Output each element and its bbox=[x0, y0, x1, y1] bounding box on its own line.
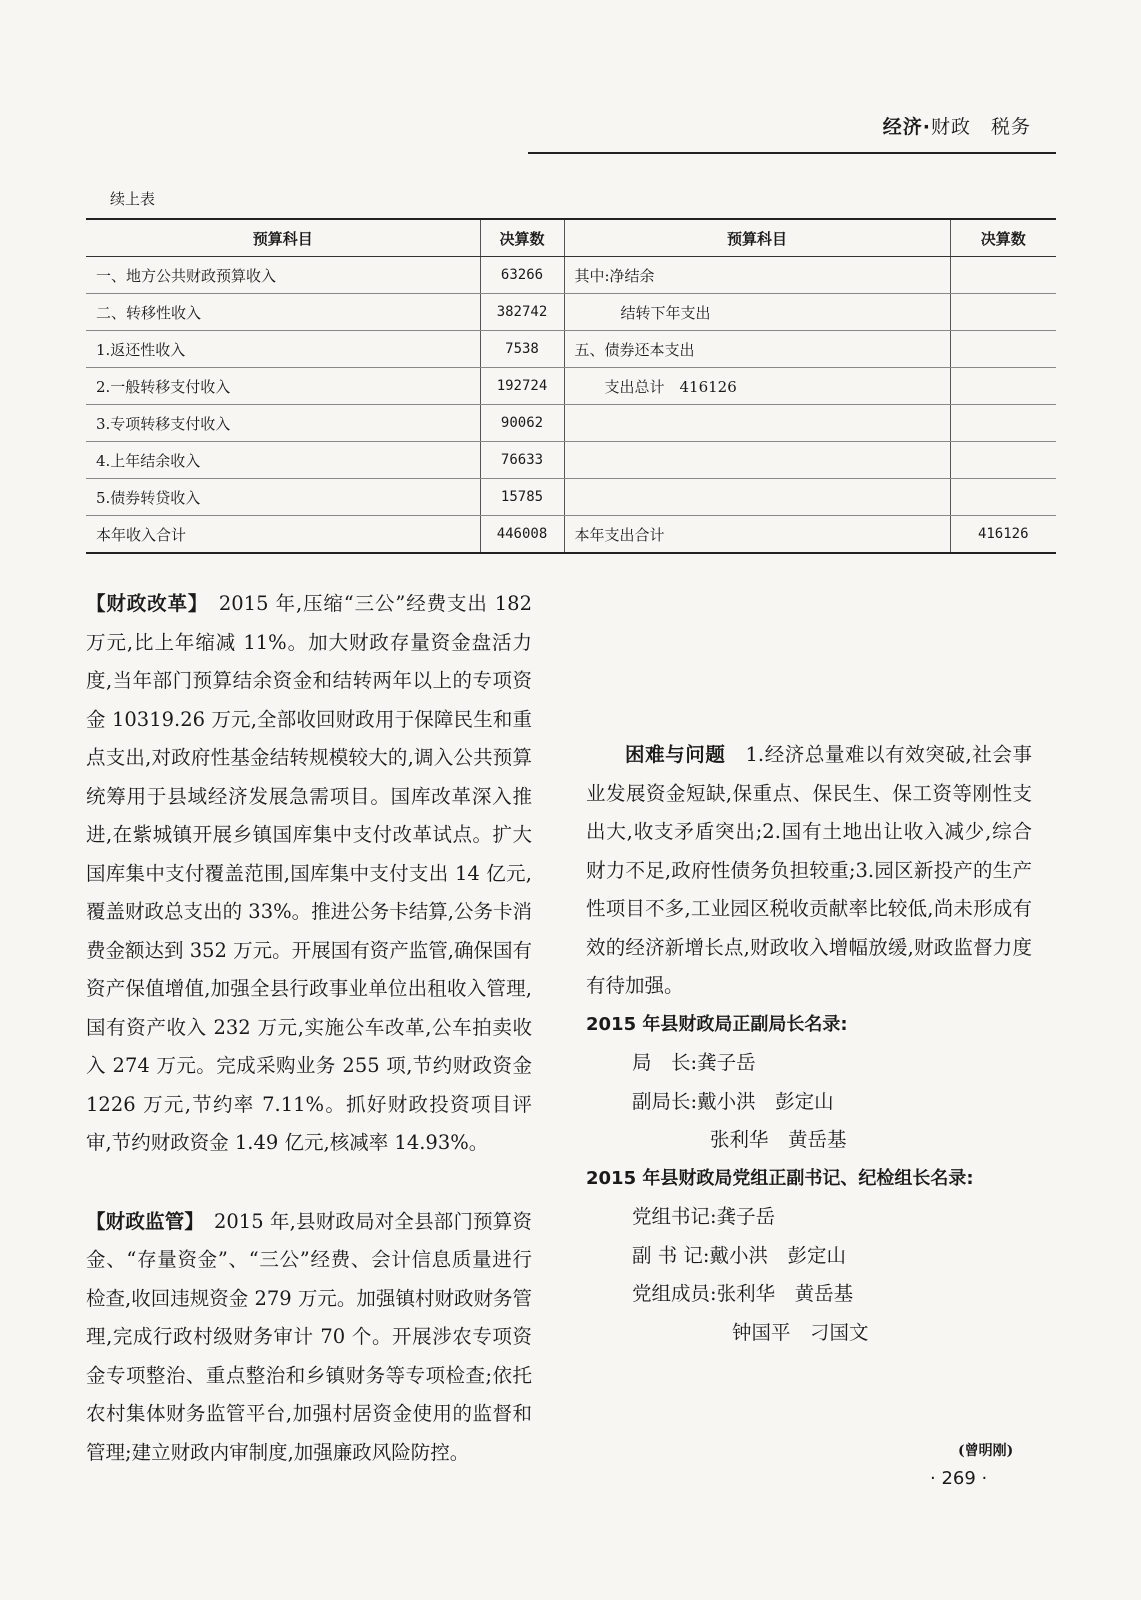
supervision-tag: 【财政监管】 bbox=[86, 1209, 195, 1233]
table-cell bbox=[950, 442, 1056, 479]
table-cell: 五、债券还本支出 bbox=[564, 331, 950, 368]
header-budget-item-left: 预算科目 bbox=[86, 219, 480, 257]
table-cell bbox=[950, 368, 1056, 405]
header-final-amount-left: 决算数 bbox=[480, 219, 564, 257]
table-row bbox=[86, 257, 1056, 294]
roster1-deputy1: 副局长:戴小洪 彭定山 bbox=[632, 1089, 834, 1113]
roster1-title: 2015 年县财政局正副局长名录: bbox=[586, 1013, 848, 1035]
roster2-members2: 钟国平 刁国文 bbox=[732, 1320, 869, 1344]
table-row bbox=[86, 405, 1056, 442]
problems-lead: 困难与问题 bbox=[625, 743, 726, 766]
problems-paragraph bbox=[586, 736, 1032, 1006]
running-header bbox=[883, 112, 1031, 139]
table-row bbox=[86, 331, 1056, 368]
table-cell: 结转下年支出 bbox=[564, 294, 950, 331]
roster2-title: 2015 年县财政局党组正副书记、纪检组长名录: bbox=[586, 1167, 974, 1189]
table-caption: 续上表 bbox=[110, 190, 156, 208]
table-cell: 192724 bbox=[480, 368, 564, 405]
table-cell: 7538 bbox=[480, 331, 564, 368]
table-row bbox=[86, 294, 1056, 331]
table-cell: 一、地方公共财政预算收入 bbox=[86, 257, 480, 294]
left-column bbox=[86, 585, 532, 1472]
table-cell: 其中:净结余 bbox=[564, 257, 950, 294]
supervision-text: 2015 年,县财政局对全县部门预算资金、“存量资金”、“三公”经费、会计信息质量进行检查,收回违规资金 279 万元。加强镇村财政财务管理,完成行政村级财务审计 70 个。开展涉农专项资金专项整治、重点整治和乡镇财务等专项检查;依托农村集体财务监管平台,加强村居资金使用的监督和管理;建立财政内审制度,加强廉政风险防控。 bbox=[86, 1209, 532, 1464]
header-budget-item-right: 预算科目 bbox=[564, 219, 950, 257]
table-cell bbox=[950, 331, 1056, 368]
roster1-deputy2: 张利华 黄岳基 bbox=[710, 1128, 847, 1151]
header-section-rest: 财政 税务 bbox=[930, 116, 1031, 138]
table-row bbox=[86, 516, 1056, 554]
reform-paragraph bbox=[86, 585, 532, 1163]
header-section-bold: 经济· bbox=[882, 116, 931, 138]
budget-table bbox=[86, 218, 1056, 554]
table-cell: 1.返还性收入 bbox=[86, 331, 480, 368]
table-cell: 本年支出合计 bbox=[564, 516, 950, 554]
table-cell bbox=[950, 294, 1056, 331]
roster1-director: 局 长:龚子岳 bbox=[632, 1051, 756, 1074]
table-cell: 15785 bbox=[480, 479, 564, 516]
table-cell: 76633 bbox=[480, 442, 564, 479]
table-cell: 2.一般转移支付收入 bbox=[86, 368, 480, 405]
table-cell: 5.债券转贷收入 bbox=[86, 479, 480, 516]
reform-text: 2015 年,压缩“三公”经费支出 182 万元,比上年缩减 11%。加大财政存量资金盘活力度,当年部门预算结余资金和结转两年以上的专项资金 10319.26 万元,全部收回财政用于保障民生和重点支出,对政府性基金结转规模较大的,调入公共预算统筹用于县域经济发展急需项目。国库改革深入推进,在紫城镇开展乡镇国库集中支付改革试点。扩大国库集中支付覆盖范围,国库集中支付支出 14 亿元,覆盖财政总支出的 33%。推进公务卡结算,公务卡消费金额达到 352 万元。开展国有资产监管,确保国有资产保值增值,加强全县行政事业单位出租收入管理,国有资产收入 232 万元,实施公车改革,公车拍卖收入 274 万元。完成采购业务 255 项,节约财政资金 1226 万元,节约率 7.11%。抓好财政投资项目评审,节约财政资金 1.49 亿元,核减率 14.93%。 bbox=[86, 592, 532, 1154]
table-cell bbox=[950, 257, 1056, 294]
roster2-secretary: 党组书记:龚子岳 bbox=[632, 1205, 776, 1228]
table-cell: 90062 bbox=[480, 405, 564, 442]
table-cell: 63266 bbox=[480, 257, 564, 294]
table-cell bbox=[950, 479, 1056, 516]
table-cell: 本年收入合计 bbox=[86, 516, 480, 554]
right-column-body bbox=[586, 736, 1032, 1352]
table-row bbox=[86, 368, 1056, 405]
table-cell bbox=[564, 405, 950, 442]
table-cell: 416126 bbox=[950, 516, 1056, 554]
supervision-paragraph bbox=[86, 1203, 532, 1473]
author-credit: (曾明刚) bbox=[958, 1443, 1014, 1459]
table-cell bbox=[950, 405, 1056, 442]
table-cell bbox=[564, 479, 950, 516]
reform-tag: 【财政改革】 bbox=[86, 592, 199, 615]
problems-text: 1.经济总量难以有效突破,社会事业发展资金短缺,保重点、保民生、保工资等刚性支出大,收支矛盾突出;2.国有土地出让收入减少,综合财力不足,政府性债务负担较重;3.园区新投产的生产性项目不多,工业园区税收贡献率比较低,尚未形成有效的经济新增长点,财政收入增幅放缓,财政监督力度有待加强。 bbox=[586, 743, 1032, 997]
table-cell: 3.专项转移支付收入 bbox=[86, 405, 480, 442]
table-cell: 4.上年结余收入 bbox=[86, 442, 480, 479]
table-cell: 支出总计 416126 bbox=[564, 368, 950, 405]
header-final-amount-right: 决算数 bbox=[950, 219, 1056, 257]
header-rule bbox=[528, 152, 1056, 154]
roster2-members1: 党组成员:张利华 黄岳基 bbox=[632, 1282, 854, 1305]
roster2-deputy: 副 书 记:戴小洪 彭定山 bbox=[632, 1243, 846, 1267]
table-cell: 446008 bbox=[480, 516, 564, 554]
page-number: · 269 · bbox=[930, 1468, 988, 1489]
paragraph-gap bbox=[86, 1163, 532, 1203]
table-row bbox=[86, 479, 1056, 516]
table-cell: 二、转移性收入 bbox=[86, 294, 480, 331]
table-cell: 382742 bbox=[480, 294, 564, 331]
table-row bbox=[86, 442, 1056, 479]
table-cell bbox=[564, 442, 950, 479]
table-header-row bbox=[86, 219, 1056, 257]
